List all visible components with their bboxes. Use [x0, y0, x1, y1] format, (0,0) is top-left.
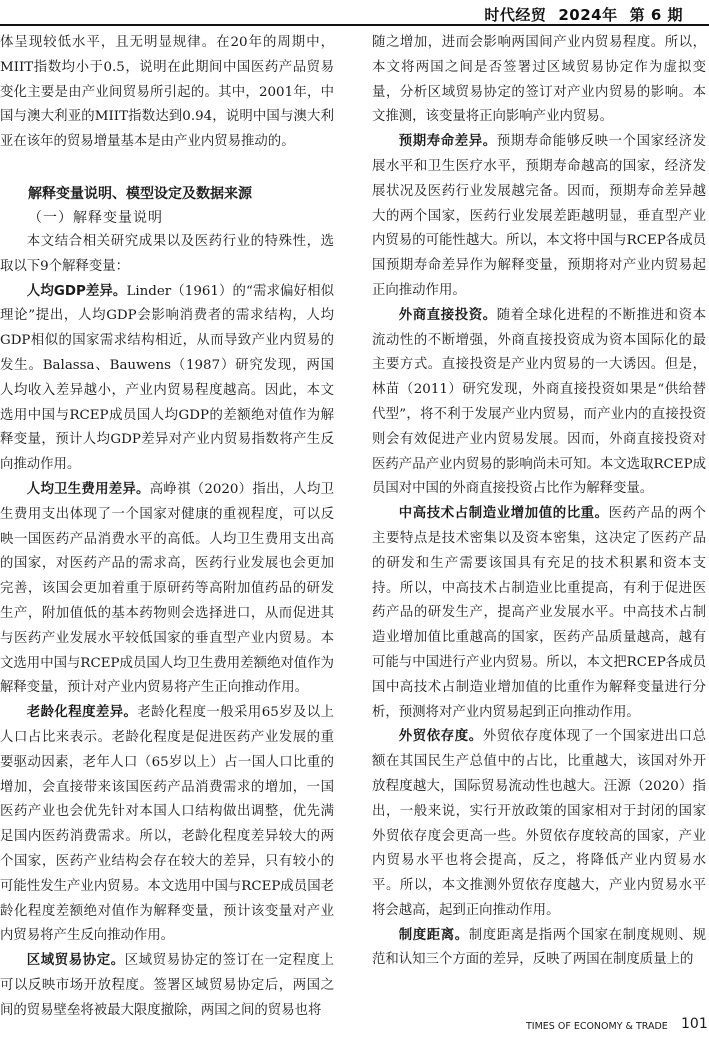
page-number: 101 [681, 1016, 708, 1032]
footer-journal-english: TIMES OF ECONOMY & TRADE [526, 1021, 668, 1032]
paragraph-lead: 中高技术占制造业增加值的比重。 [398, 506, 609, 522]
paragraph [372, 924, 706, 974]
paragraph: 本文结合相关研究成果以及医药行业的特殊性，选取以下9个解释变量： [0, 233, 334, 274]
journal-year: 2024年 [558, 6, 618, 24]
paragraph-lead: 人均卫生费用差异。 [26, 481, 150, 497]
paragraph-lead: 外贸依存度。 [398, 729, 483, 745]
journal-name: 时代经贸 [484, 6, 547, 24]
paragraph-lead: 外商直接投资。 [398, 307, 497, 323]
paragraph-body: 预期寿命能够反映一个国家经济发展水平和卫生医疗水平，预期寿命越高的国家，经济发展状况及医药行业发展越完备。因而，预期寿命差异越大的两个国家，医药行业发展差距越明显，垂直型产业内贸易的可能性越大。所以，本文将中国与RCEP各成员国预期寿命差异作为解释变量，预期将对产业内贸易起正向推动作用。 [372, 134, 706, 298]
journal-issue: 第 6 期 [629, 6, 683, 24]
paragraph-body: Linder（1961）的“需求偏好相似理论”提出，人均GDP会影响消费者的需求结构，人均GDP相似的国家需求结构相近，从而导致产业内贸易的发生。Balassa、Bauwens（1987）研究发现，两国人均收入差异越小，产业内贸易程度越高。因此，本文选用中国与RCEP成员国人均GDP的差额绝对值作为解释变量，预计人均GDP差异对产业内贸易指数将产生反向推动作用。 [0, 283, 335, 473]
paragraph-body: 制度距离是指两个国家在制度规则、规范和认知三个方面的差异，反映了两国在制度质量上的 [372, 927, 707, 968]
paragraph [0, 949, 334, 1023]
section-title: 解释变量说明、模型设定及数据来源 [28, 185, 252, 202]
paragraph [0, 478, 334, 701]
paragraph [372, 725, 706, 923]
page-header [0, 0, 709, 28]
paragraph-body: 老龄化程度一般采用65岁及以上人口占比来表示。老龄化程度是促进医药产业发展的重要驱动因素，老年人口（65岁以上）占一国人口比重的增加，会直接带来该国医药产品消费需求的增加，一国医药产业也会优先针对本国人口结构做出调整，优先满足国内医药消费需求。所以，老龄化程度差异较大的两个国家，医药产业结构会存在较大的差异，只有较小的可能性发生产业内贸易。本文选用中国与RCEP成员国老龄化程度差额绝对值作为解释变量，预计该变量对产业内贸易将产生反向推动作用。 [0, 705, 335, 944]
left-column [0, 31, 334, 1023]
subsection-title: （一）解释变量说明 [28, 209, 163, 226]
paragraph-lead: 人均GDP差异。 [26, 283, 127, 299]
header-rule [0, 24, 709, 26]
paragraph [372, 304, 706, 502]
paragraph-body: 区域贸易协定的签订在一定程度上可以反映市场开放程度。签署区域贸易协定后，两国之间的贸易壁垒将被最大限度撤除，两国之间的贸易也将 [0, 953, 334, 1018]
paragraph-lead: 预期寿命差异。 [398, 134, 497, 150]
paragraph [372, 502, 706, 725]
header-journal-info [472, 4, 683, 25]
paragraph-lead: 老龄化程度差异。 [26, 705, 138, 721]
right-column [372, 31, 706, 973]
paragraph: 体呈现较低水平，且无明显规律。在20年的周期中，MIIT指数均小于0.5，说明在此期间中国医药产品贸易变化主要是由产业间贸易所引起的。其中，2001年，中国与澳大利亚的MIIT指数达到0.94，说明中国与澳大利亚在该年的贸易增量基本是由产业内贸易推动的。 [0, 35, 334, 150]
paragraph-body: 外贸依存度体现了一个国家进出口总额在其国民生产总值中的占比，比重越大，该国对外开放程度越大，国际贸易流动性也越大。汪源（2020）指出，一般来说，实行开放政策的国家相对于封闭的国家外贸依存度会更高一些。外贸依存度较高的国家，产业内贸易水平也将会提高，反之，将降低产业内贸易水平。所以，本文推测外贸依存度越大，产业内贸易水平将会越高，起到正向推动作用。 [372, 729, 707, 918]
paragraph-lead: 区域贸易协定。 [26, 953, 125, 969]
paragraph-body: 高峥祺（2020）指出，人均卫生费用支出体现了一个国家对健康的重视程度，可以反映一国医药产品消费水平的高低。人均卫生费用支出高的国家，对医药产品的需求高，医药行业发展也会更加完善，该国会更加着重于原研药等高附加值药品的研发生产，附加值低的基本药物则会选择进口，从而促进其与医药产业发展水平较低国家的垂直型产业内贸易。本文选用中国与RCEP成员国人均卫生费用差额绝对值作为解释变量，预计对产业内贸易将产生正向推动作用。 [0, 481, 334, 696]
paragraph-lead: 制度距离。 [398, 927, 469, 943]
paragraph-body: 随着全球化进程的不断推进和资本流动性的不断增强，外商直接投资成为资本国际化的最主要方式。直接投资是产业内贸易的一大诱因。但是，林苗（2011）研究发现，外商直接投资如果是“供给替代型”，将不利于发展产业内贸易，而产业内的直接投资则会有效促进产业内贸易发展。因而，外商直接投资对医药产品产业内贸易的影响尚未可知。本文选取RCEP成员国对中国的外商直接投资占比作为解释变量。 [372, 307, 706, 497]
paragraph [372, 130, 706, 304]
paragraph [0, 701, 334, 949]
paragraph-body: 医药产品的两个主要特点是技术密集以及资本密集，这决定了医药产品的研发和生产需要该国具有充足的技术积累和资本支持。所以，中高技术占制造业比重提高，有利于促进医药产品的研发生产，提高产业发展水平。中高技术占制造业增加值比重越高的国家，医药产品质量越高，越有可能与中国进行产业内贸易。所以，本文把RCEP各成员国中高技术占制造业增加值的比重作为解释变量进行分析，预测将对产业内贸易起到正向推动作用。 [372, 506, 707, 720]
paragraph [0, 280, 334, 478]
paragraph: 随之增加，进而会影响两国间产业内贸易程度。所以，本文将两国之间是否签署过区域贸易协定作为虚拟变量，分析区域贸易协定的签订对产业内贸易的影响。本文推测，该变量将正向影响产业内贸易。 [372, 35, 706, 125]
